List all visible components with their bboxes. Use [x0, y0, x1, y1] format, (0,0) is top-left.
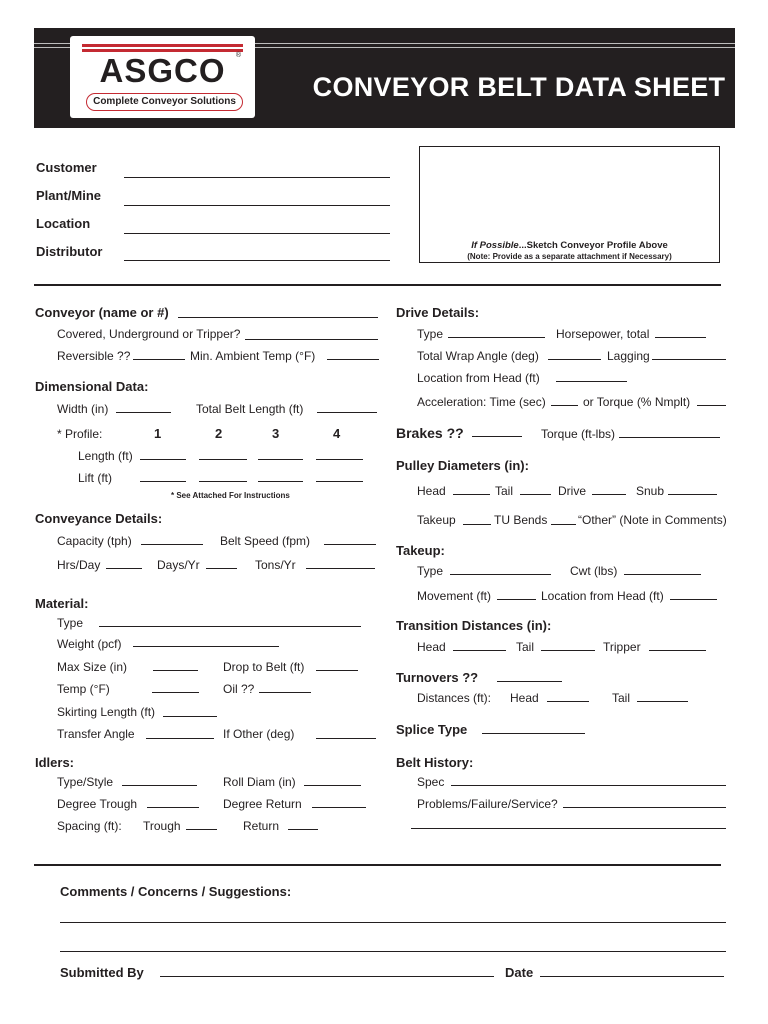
idlers-heading: Idlers:	[35, 755, 75, 770]
logo-text: ASGCO	[99, 52, 226, 89]
conveyance-heading: Conveyance Details:	[35, 511, 163, 526]
oil-field[interactable]	[259, 692, 311, 693]
location-label: Location	[36, 216, 91, 231]
tons-yr-field[interactable]	[306, 568, 375, 569]
tu-bends-field[interactable]	[551, 524, 576, 525]
material-heading: Material:	[35, 596, 89, 611]
min-ambient-label: Min. Ambient Temp (°F)	[190, 349, 316, 363]
wrap-angle-label: Total Wrap Angle (deg)	[417, 349, 539, 363]
lagging-field[interactable]	[652, 359, 726, 360]
conveyor-label: Conveyor (name or #)	[35, 305, 169, 320]
degree-return-field[interactable]	[312, 807, 366, 808]
days-yr-label: Days/Yr	[157, 558, 200, 572]
torque-ftlbs-label: Torque (ft-lbs)	[541, 427, 616, 441]
length-label: Length (ft)	[78, 449, 133, 463]
logo-registered-mark: ®	[235, 52, 241, 59]
problems-field-continued[interactable]	[411, 828, 726, 829]
drop-to-belt-label: Drop to Belt (ft)	[223, 660, 305, 674]
lift-field-1[interactable]	[140, 481, 186, 482]
lift-label: Lift (ft)	[78, 471, 113, 485]
capacity-field[interactable]	[141, 544, 203, 545]
date-label: Date	[505, 965, 534, 980]
covered-field[interactable]	[245, 339, 378, 340]
tons-yr-label: Tons/Yr	[255, 558, 296, 572]
spacing-label: Spacing (ft):	[57, 819, 122, 833]
other-note-label: “Other” (Note in Comments)	[578, 513, 727, 527]
pulley-drive-field[interactable]	[592, 494, 626, 495]
location-from-head-label: Location from Head (ft)	[541, 589, 664, 603]
dimensional-heading: Dimensional Data:	[35, 379, 149, 394]
total-belt-length-label: Total Belt Length (ft)	[196, 402, 304, 416]
pulley-drive-label: Drive	[558, 484, 587, 498]
see-attached-note: * See Attached For Instructions	[171, 491, 290, 500]
belt-speed-label: Belt Speed (fpm)	[220, 534, 311, 548]
pulley-snub-label: Snub	[636, 484, 665, 498]
material-type-field[interactable]	[99, 626, 361, 627]
temp-label: Temp (°F)	[57, 682, 110, 696]
length-field-1[interactable]	[140, 459, 186, 460]
pulley-head-field[interactable]	[453, 494, 490, 495]
hrs-day-label: Hrs/Day	[57, 558, 101, 572]
length-field-4[interactable]	[316, 459, 363, 460]
splice-type-label: Splice Type	[396, 722, 468, 737]
transfer-angle-field[interactable]	[146, 738, 214, 739]
distances-tail-label: Tail	[612, 691, 631, 705]
location-head-field[interactable]	[556, 381, 627, 382]
profile-col-4: 4	[333, 426, 341, 441]
page-title: CONVEYOR BELT DATA SHEET	[312, 72, 726, 102]
length-field-2[interactable]	[199, 459, 247, 460]
pulley-heading: Pulley Diameters (in):	[396, 458, 529, 473]
transition-heading: Transition Distances (in):	[396, 618, 552, 633]
problems-label: Problems/Failure/Service?	[417, 797, 558, 811]
degree-trough-field[interactable]	[147, 807, 199, 808]
brakes-field[interactable]	[472, 436, 522, 437]
transition-tail-label: Tail	[516, 640, 535, 654]
profile-col-1: 1	[154, 426, 162, 441]
roll-diam-field[interactable]	[304, 785, 361, 786]
roll-diam-label: Roll Diam (in)	[223, 775, 296, 789]
sketch-if-possible: If Possible	[471, 240, 519, 251]
pulley-tail-field[interactable]	[520, 494, 551, 495]
divider-bottom	[34, 864, 721, 866]
trough-field[interactable]	[186, 829, 217, 830]
movement-label: Movement (ft)	[417, 589, 492, 603]
pulley-snub-field[interactable]	[668, 494, 717, 495]
submitted-by-field[interactable]	[160, 976, 494, 977]
turnovers-field[interactable]	[497, 681, 562, 682]
movement-field[interactable]	[497, 599, 536, 600]
pulley-takeup-label: Takeup	[417, 513, 456, 527]
date-field[interactable]	[540, 976, 724, 977]
splice-type-field[interactable]	[482, 733, 585, 734]
lift-field-3[interactable]	[258, 481, 303, 482]
temp-field[interactable]	[152, 692, 199, 693]
horsepower-label: Horsepower, total	[556, 327, 650, 341]
location-field[interactable]	[124, 233, 390, 234]
profile-col-3: 3	[272, 426, 280, 441]
pulley-tail-label: Tail	[495, 484, 514, 498]
lagging-label: Lagging	[607, 349, 650, 363]
plant-mine-field[interactable]	[124, 205, 390, 206]
wrap-angle-field[interactable]	[548, 359, 601, 360]
or-torque-label: or Torque (% Nmplt)	[583, 395, 691, 409]
drive-type-field[interactable]	[448, 337, 545, 338]
logo-stripe	[82, 44, 243, 47]
problems-field[interactable]	[563, 807, 726, 808]
belt-speed-field[interactable]	[324, 544, 376, 545]
pulley-takeup-field[interactable]	[463, 524, 491, 525]
weight-field[interactable]	[133, 646, 279, 647]
takeup-heading: Takeup:	[396, 543, 445, 558]
capacity-label: Capacity (tph)	[57, 534, 132, 548]
max-size-label: Max Size (in)	[57, 660, 128, 674]
type-style-field[interactable]	[122, 785, 197, 786]
drop-to-belt-field[interactable]	[316, 670, 358, 671]
torque-ftlbs-field[interactable]	[619, 437, 720, 438]
comments-line-1[interactable]	[60, 922, 726, 923]
if-other-field[interactable]	[316, 738, 376, 739]
profile-label: * Profile:	[57, 427, 103, 441]
comments-heading: Comments / Concerns / Suggestions:	[60, 884, 292, 899]
lift-field-4[interactable]	[316, 481, 363, 482]
distances-label: Distances (ft):	[417, 691, 492, 705]
distributor-label: Distributor	[36, 244, 103, 259]
sketch-box[interactable]	[419, 146, 720, 263]
weight-label: Weight (pcf)	[57, 637, 122, 651]
transition-tail-field[interactable]	[541, 650, 595, 651]
return-label: Return	[243, 819, 280, 833]
header-banner	[34, 28, 735, 128]
tripper-field[interactable]	[649, 650, 706, 651]
comments-line-2[interactable]	[60, 951, 726, 952]
lift-field-2[interactable]	[199, 481, 247, 482]
cwt-label: Cwt (lbs)	[570, 564, 618, 578]
or-torque-field[interactable]	[697, 405, 726, 406]
conveyor-field[interactable]	[178, 317, 378, 318]
turnovers-label: Turnovers ??	[396, 670, 479, 685]
degree-trough-label: Degree Trough	[57, 797, 138, 811]
belt-history-heading: Belt History:	[396, 755, 474, 770]
covered-label: Covered, Underground or Tripper?	[57, 327, 241, 341]
transition-head-field[interactable]	[453, 650, 506, 651]
distances-head-field[interactable]	[547, 701, 589, 702]
sketch-note: (Note: Provide as a separate attachment if Necessary)	[467, 252, 672, 261]
width-field[interactable]	[116, 412, 171, 413]
sketch-caption	[420, 240, 719, 251]
reversible-label: Reversible ??	[57, 349, 131, 363]
cwt-field[interactable]	[624, 574, 701, 575]
tu-bends-label: TU Bends	[494, 513, 548, 527]
logo-tagline: Complete Conveyor Solutions	[86, 93, 243, 111]
reversible-field[interactable]	[133, 359, 185, 360]
customer-field[interactable]	[124, 177, 390, 178]
hrs-day-field[interactable]	[106, 568, 142, 569]
oil-label: Oil ??	[223, 682, 255, 696]
skirting-field[interactable]	[163, 716, 217, 717]
horsepower-field[interactable]	[655, 337, 706, 338]
spec-field[interactable]	[451, 785, 726, 786]
tripper-label: Tripper	[603, 640, 641, 654]
min-ambient-field[interactable]	[327, 359, 379, 360]
trough-label: Trough	[143, 819, 181, 833]
if-other-label: If Other (deg)	[223, 727, 295, 741]
material-type-label: Type	[57, 616, 84, 630]
days-yr-field[interactable]	[206, 568, 237, 569]
plant-mine-label: Plant/Mine	[36, 188, 102, 203]
transfer-angle-label: Transfer Angle	[57, 727, 135, 741]
submitted-by-label: Submitted By	[60, 965, 144, 980]
spec-label: Spec	[417, 775, 445, 789]
location-head-label: Location from Head (ft)	[417, 371, 540, 385]
distributor-field[interactable]	[124, 260, 390, 261]
profile-col-2: 2	[215, 426, 223, 441]
type-style-label: Type/Style	[57, 775, 114, 789]
drive-type-label: Type	[417, 327, 444, 341]
sketch-ellipsis: ...	[518, 240, 527, 251]
takeup-type-field[interactable]	[450, 574, 551, 575]
customer-label: Customer	[36, 160, 97, 175]
width-label: Width (in)	[57, 402, 109, 416]
brakes-label: Brakes ??	[396, 425, 464, 441]
total-belt-length-field[interactable]	[317, 412, 377, 413]
degree-return-label: Degree Return	[223, 797, 302, 811]
location-from-head-field[interactable]	[670, 599, 717, 600]
acceleration-field[interactable]	[551, 405, 578, 406]
distances-tail-field[interactable]	[637, 701, 688, 702]
return-field[interactable]	[288, 829, 318, 830]
sketch-caption-text: Sketch Conveyor Profile Above	[526, 240, 668, 251]
length-field-3[interactable]	[258, 459, 303, 460]
pulley-head-label: Head	[417, 484, 446, 498]
distances-head-label: Head	[510, 691, 539, 705]
divider-top	[34, 284, 721, 286]
acceleration-label: Acceleration: Time (sec)	[417, 395, 546, 409]
skirting-label: Skirting Length (ft)	[57, 705, 156, 719]
asgco-logo	[70, 36, 255, 118]
takeup-type-label: Type	[417, 564, 444, 578]
max-size-field[interactable]	[153, 670, 198, 671]
drive-details-heading: Drive Details:	[396, 305, 480, 320]
transition-head-label: Head	[417, 640, 446, 654]
